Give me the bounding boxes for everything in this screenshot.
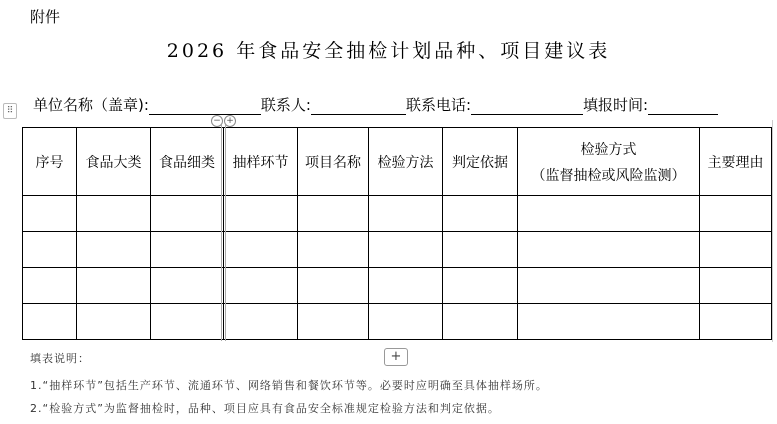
date-label: 填报时间: [583,96,649,114]
table-cell[interactable] [77,304,151,340]
notes-title: 填表说明： [30,352,90,365]
table-cell[interactable] [298,232,369,268]
note-item: 1.“抽样环节”包括生产环节、流通环节、网络销售和餐饮环节等。必要时应明确至具体抽样场所。 [30,379,548,392]
phone-field[interactable] [471,98,583,115]
table-cell[interactable] [443,268,518,304]
table-cell[interactable] [23,196,77,232]
header-cell: 序号 [23,128,77,196]
remove-column-icon[interactable]: − [211,115,223,127]
header-cell: 食品细类 [151,128,224,196]
table-cell[interactable] [151,232,224,268]
add-row-button[interactable]: + [384,348,408,366]
table-cell[interactable] [700,304,772,340]
proposal-table [22,127,772,340]
table-cell[interactable] [518,232,700,268]
header-cell: 食品大类 [77,128,151,196]
table-cell[interactable] [518,196,700,232]
table-cell[interactable] [369,268,443,304]
table-cell[interactable] [443,196,518,232]
date-field[interactable] [648,98,718,115]
table-cell[interactable] [224,304,298,340]
table-cell[interactable] [369,304,443,340]
phone-label: 联系电话: [405,96,472,114]
table-cell[interactable] [369,232,443,268]
table-cell[interactable] [151,304,224,340]
add-column-icon[interactable]: + [224,115,236,127]
table-cell[interactable] [700,232,772,268]
table-cell[interactable] [298,196,369,232]
table-cell[interactable] [23,304,77,340]
header-cell: 判定依据 [443,128,518,196]
page-edge [772,120,773,342]
table-cell[interactable] [700,196,772,232]
attachment-label: 附件 [30,8,61,26]
header-cell: 检验方法 [369,128,443,196]
table-cell[interactable] [518,304,700,340]
header-cell: 项目名称 [298,128,369,196]
table-row [23,196,772,232]
header-cell: 抽样环节 [224,128,298,196]
header-text: 检验方式 [580,141,637,158]
table-cell[interactable] [443,304,518,340]
table-cell[interactable] [298,268,369,304]
table-cell[interactable] [77,268,151,304]
table-cell[interactable] [151,196,224,232]
table-cell[interactable] [298,304,369,340]
unit-label: 单位名称（盖章): [33,96,149,114]
table-cell[interactable] [77,232,151,268]
table-row [23,232,772,268]
table-cell[interactable] [23,268,77,304]
table-cell[interactable] [151,268,224,304]
table-cell[interactable] [443,232,518,268]
header-subtext: （监督抽检或风险监测） [531,167,686,184]
table-cell[interactable] [369,196,443,232]
table-cell[interactable] [518,268,700,304]
table-cell[interactable] [224,196,298,232]
table-cell[interactable] [700,268,772,304]
contact-label: 联系人: [260,96,311,114]
table-row [23,304,772,340]
table-move-handle-icon[interactable]: ⠿ [3,103,17,119]
unit-field[interactable] [149,98,261,115]
table-cell[interactable] [224,268,298,304]
table-row [23,268,772,304]
column-resize-guide[interactable] [221,125,226,341]
header-cell [518,128,700,196]
table-cell[interactable] [224,232,298,268]
note-item: 2.“检验方式”为监督抽检时，品种、项目应具有食品安全标准规定检验方法和判定依据。 [30,402,500,415]
info-line [33,94,718,115]
table-cell[interactable] [23,232,77,268]
document-title: 2026 年食品安全抽检计划品种、项目建议表 [166,40,611,62]
table-cell[interactable] [77,196,151,232]
header-row [23,128,772,196]
contact-field[interactable] [311,98,406,115]
header-cell: 主要理由 [700,128,772,196]
